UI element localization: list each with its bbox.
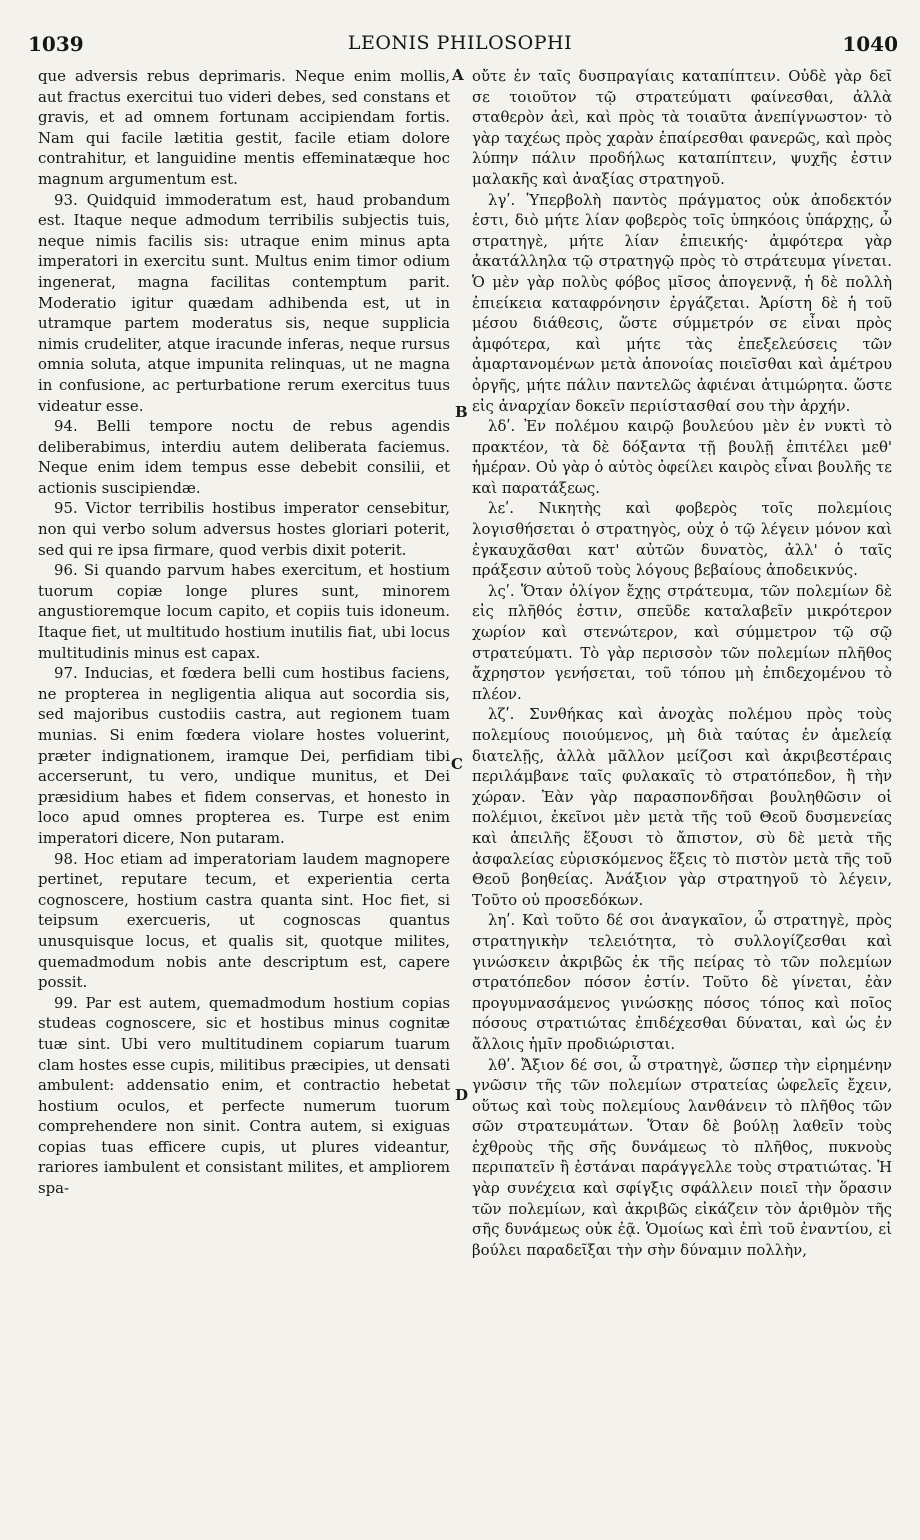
latin-paragraph: 98. Hoc etiam ad imperatoriam laudem magnopere pertinet, reputare tecum, et experientia certa cognoscere, hostium castra quanta sint. Hoc fiet, si teipsum exercueris, ut cognoscas quantus unusquisque locus, et qualis sit, quotque milites, quemadmodum nobis ante descriptum est, capere possit.: [38, 849, 450, 992]
latin-paragraph: 95. Victor terribilis hostibus imperator censebitur, non qui verbo solum adversus hostes gloriari poterit, sed qui re ipsa firmare, quod verbis dixit poterit.: [38, 499, 450, 559]
greek-paragraph: λγʹ. Ὑπερβολὴ παντὸς πράγματος οὐκ ἀποδεκτόν ἐστι, διὸ μήτε λίαν φοβερὸς τοῖς ὑπηκόοις ὑπάρχῃς, ὦ στρατηγὲ, μήτε λίαν ἐπιεικής· ἀμφότερα γὰρ ἀκατάλληλα τῷ στρατηγῷ πρὸς τὸ στράτευμα γίνεται. Ὁ μὲν γὰρ πολὺς φόβος μῖσος ἀπογεννᾷ, ἡ δὲ πολλὴ ἐπιείκεια καταφρόνησιν ἐργάζεται. Ἀρίστη δὲ ἡ τοῦ μέσου διάθεσις, ὥστε σύμμετρόν σε εἶναι πρὸς ἀμφότερα, καὶ μήτε τὰς ἐπεξελεύσεις τῶν ἁμαρτανομένων μετὰ ἀπονοίας ποιεῖσθαι καὶ ἀμέτρου ὀργῆς, μήτε πάλιν παντελῶς ἀφιέναι ἀτιμώρητα. ὥστε εἰς ἀναρχίαν δοκεῖν περιίστασθαί σου τὴν ἀρχήν.: [472, 190, 892, 415]
margin-marker-b: B: [455, 403, 468, 421]
greek-paragraph: λεʹ. Νικητὴς καὶ φοβερὸς τοῖς πολεμίοις λογισθήσεται ὁ στρατηγὸς, οὐχ ὁ τῷ λέγειν μόνον καὶ ἐγκαυχᾶσθαι κατ' αὐτῶν δυνατὸς, ἀλλ' ὁ ταῖς πράξεσιν αὐτοῦ τοὺς λόγους βεβαίους ἀποδεικνύς.: [472, 499, 892, 580]
greek-column: [472, 66, 892, 1260]
greek-paragraph: οὔτε ἐν ταῖς δυσπραγίαις καταπίπτειν. Οὐδὲ γὰρ δεῖ σε τοιοῦτον τῷ στρατεύματι φαίνεσθαι, ἀλλὰ σταθερὸν ἀεὶ, καὶ πρὸς τὰ τοιαῦτα ἀνεπίγνωστον· τὸ γὰρ ταχέως πρὸς χαρὰν ἐπαίρεσθαι φανερῶς, καὶ πρὸς λύπην πάλιν προδήλως καταπίπτειν, ψυχῆς ἐστιν μαλακῆς καὶ ἀναξίας στρατηγοῦ.: [472, 67, 892, 188]
page-number-right: 1040: [842, 32, 898, 56]
latin-paragraph: 97. Inducias, et fœdera belli cum hostibus faciens, ne propterea in negligentia aliqua aut socordia sis, sed majoribus custodiis castra, aut regionem tuam munias. Si enim fœdera violare hostes voluerint, præter indignationem, iramque Dei, perfidiam tibi accerserunt, tu vero, undique munitus, et Dei præsidium habes et fidem conservas, et honesto in loco apud omnes propterea es. Turpe est enim imperatori dicere, Non putaram.: [38, 664, 450, 847]
latin-paragraph: 99. Par est autem, quemadmodum hostium copias studeas cognoscere, sic et hostibus minus cognitæ tuæ sint. Ubi vero multitudinem copiarum tuarum clam hostes esse cupis, militibus præcipies, ut densati ambulent: addensatio enim, et contractio hebetat hostium oculos, et perfecte numerum tuorum comprehendere non sinit. Contra autem, si exiguas copias tuas efficere cupis, ut plures videantur, rariores iambulent et consistant milites, et ampliorem spa-: [38, 993, 450, 1198]
page-number-left: 1039: [28, 32, 84, 56]
greek-paragraph: ληʹ. Καὶ τοῦτο δέ σοι ἀναγκαῖον, ὦ στρατηγὲ, πρὸς στρατηγικὴν τελειότητα, τὸ συλλογίζεσθαι καὶ γινώσκειν ἀκριβῶς ἐκ τῆς πείρας τὸ τῶν πολεμίων στρατόπεδον πόσον ἐστίν. Τοῦτο δὲ γίνεται, ἐὰν προγυμνασάμενος γινώσκῃς πόσος τόπος καὶ ποῖος πόσους στρατιώτας ἐπιδέχεσθαι δύναται, καὶ ὡς ἐν ἄλλοις ἡμῖν προδιώρισται.: [472, 911, 892, 1053]
latin-paragraph: 94. Belli tempore noctu de rebus agendis deliberabimus, interdiu autem deliberata faciemus. Neque enim idem tempus esse debebit consilii, et actionis suscipiendæ.: [38, 417, 450, 497]
page-header: [0, 22, 920, 62]
latin-paragraph: 96. Si quando parvum habes exercitum, et hostium tuorum copiæ longe plures sunt, minorem angustioremque locum capito, et copiis tuis idoneum. Itaque fiet, ut multitudo hostium inutilis fiat, ubi locus multitudinis minus est capax.: [38, 561, 450, 662]
margin-marker-d: D: [455, 1086, 469, 1104]
greek-paragraph: λζʹ. Συνθήκας καὶ ἀνοχὰς πολέμου πρὸς τοὺς πολεμίους ποιούμενος, μὴ διὰ ταύτας ἐν ἀμελείᾳ διατελῇς, ἀλλὰ μᾶλλον μείζοσι καὶ ἀκριβεστέραις περιλάμβανε ταῖς φυλακαῖς τὸ στρατόπεδον, ἢ τὴν χώραν. Ἐὰν γὰρ παρασπονδῆσαι βουληθῶσιν οἱ πολέμιοι, ἐκεῖνοι μὲν μετὰ τῆς τοῦ Θεοῦ δυσμενείας καὶ ἀπειλῆς ἕξουσι τὸ ἄπιστον, σὺ δὲ μετὰ τῆς ἀσφαλείας εὑρισκόμενος ἕξεις τὸ πιστὸν μετὰ τῆς τοῦ Θεοῦ βοηθείας. Ἀνάξιον γὰρ στρατηγοῦ τὸ λέγειν, Τοῦτο οὐ προσεδόκων.: [472, 705, 892, 909]
greek-paragraph: λςʹ. Ὅταν ὀλίγον ἔχῃς στράτευμα, τῶν πολεμίων δὲ εἰς πλῆθός ἐστιν, σπεῦδε καταλαβεῖν μικρότερον χωρίον καὶ στενώτερον, καὶ σύμμετρον τῷ σῷ στρατεύματι. Τὸ γὰρ περισσὸν τῶν πολεμίων πλῆθος ἄχρηστον γενήσεται, τοῦ τόπου μὴ ἐπιδεχομένου τὸ πλέον.: [472, 581, 892, 703]
greek-paragraph: λδʹ. Ἐν πολέμου καιρῷ βουλεύου μὲν ἐν νυκτὶ τὸ πρακτέον, τὰ δὲ δόξαντα τῇ βουλῇ ἐπιτέλει μεθ' ἡμέραν. Οὐ γὰρ ὁ αὐτὸς ὀφείλει καιρὸς εἶναι βουλῆς τε καὶ παρατάξεως.: [472, 417, 892, 497]
margin-marker-c: C: [451, 755, 463, 773]
greek-paragraph: λθʹ. Ἄξιον δέ σοι, ὦ στρατηγὲ, ὥσπερ τὴν εἰρημένην γνῶσιν τῆς τῶν πολεμίων στρατείας ὠφελεῖς ἔχειν, οὕτως καὶ τοὺς πολεμίους λανθάνειν τὸ πλῆθος τῶν σῶν στρατευμάτων. Ὅταν δὲ βούλῃ λαθεῖν τοὺς ἐχθροὺς τῆς σῆς δυνάμεως τὸ πλῆθος, πυκνοὺς περιπατεῖν ἢ ἑστάναι παράγγελλε τοὺς στρατιώτας. Ἡ γὰρ συνέχεια καὶ σφίγξις σφάλλειν ποιεῖ τὴν ὅρασιν τῶν πολεμίων, καὶ ἀκριβῶς εἰκάζειν τὸν ἀριθμὸν τῆς σῆς δυνάμεως οὐκ ἐᾷ. Ὁμοίως καὶ ἐπὶ τοῦ ἐναντίου, εἰ βούλει παραδεῖξαι τὴν σὴν δύναμιν πολλὴν,: [472, 1055, 892, 1259]
margin-marker-a: A: [452, 66, 464, 84]
latin-column: [38, 66, 450, 1199]
latin-paragraph: 93. Quidquid immoderatum est, haud probandum est. Itaque neque admodum terribilis subjectis tuis, neque nimis facilis sis: utraque enim minus apta imperatori in exercitu sunt. Multus enim timor odium ingenerat, magna facilitas contemptum parit. Moderatio igitur quædam adhibenda est, ut in utramque partem moderatus sis, neque supplicia nimis crudeliter, atque iracunde inferas, neque rursus omnia soluta, atque impunita relinquas, ut ne magna in confusione, ac perturbatione rerum exercitus tuus videatur esse.: [38, 190, 450, 415]
latin-paragraph: que adversis rebus deprimaris. Neque enim mollis, aut fractus exercitui tuo videri debes, sed constans et gravis, et ad omnem fortunam accipiendam fortis. Nam qui facile lætitia gestit, facile etiam dolore contrahitur, et languidine mentis effeminatæque hoc magnum argumentum est.: [38, 67, 450, 188]
running-title: LEONIS PHILOSOPHI: [347, 32, 573, 54]
